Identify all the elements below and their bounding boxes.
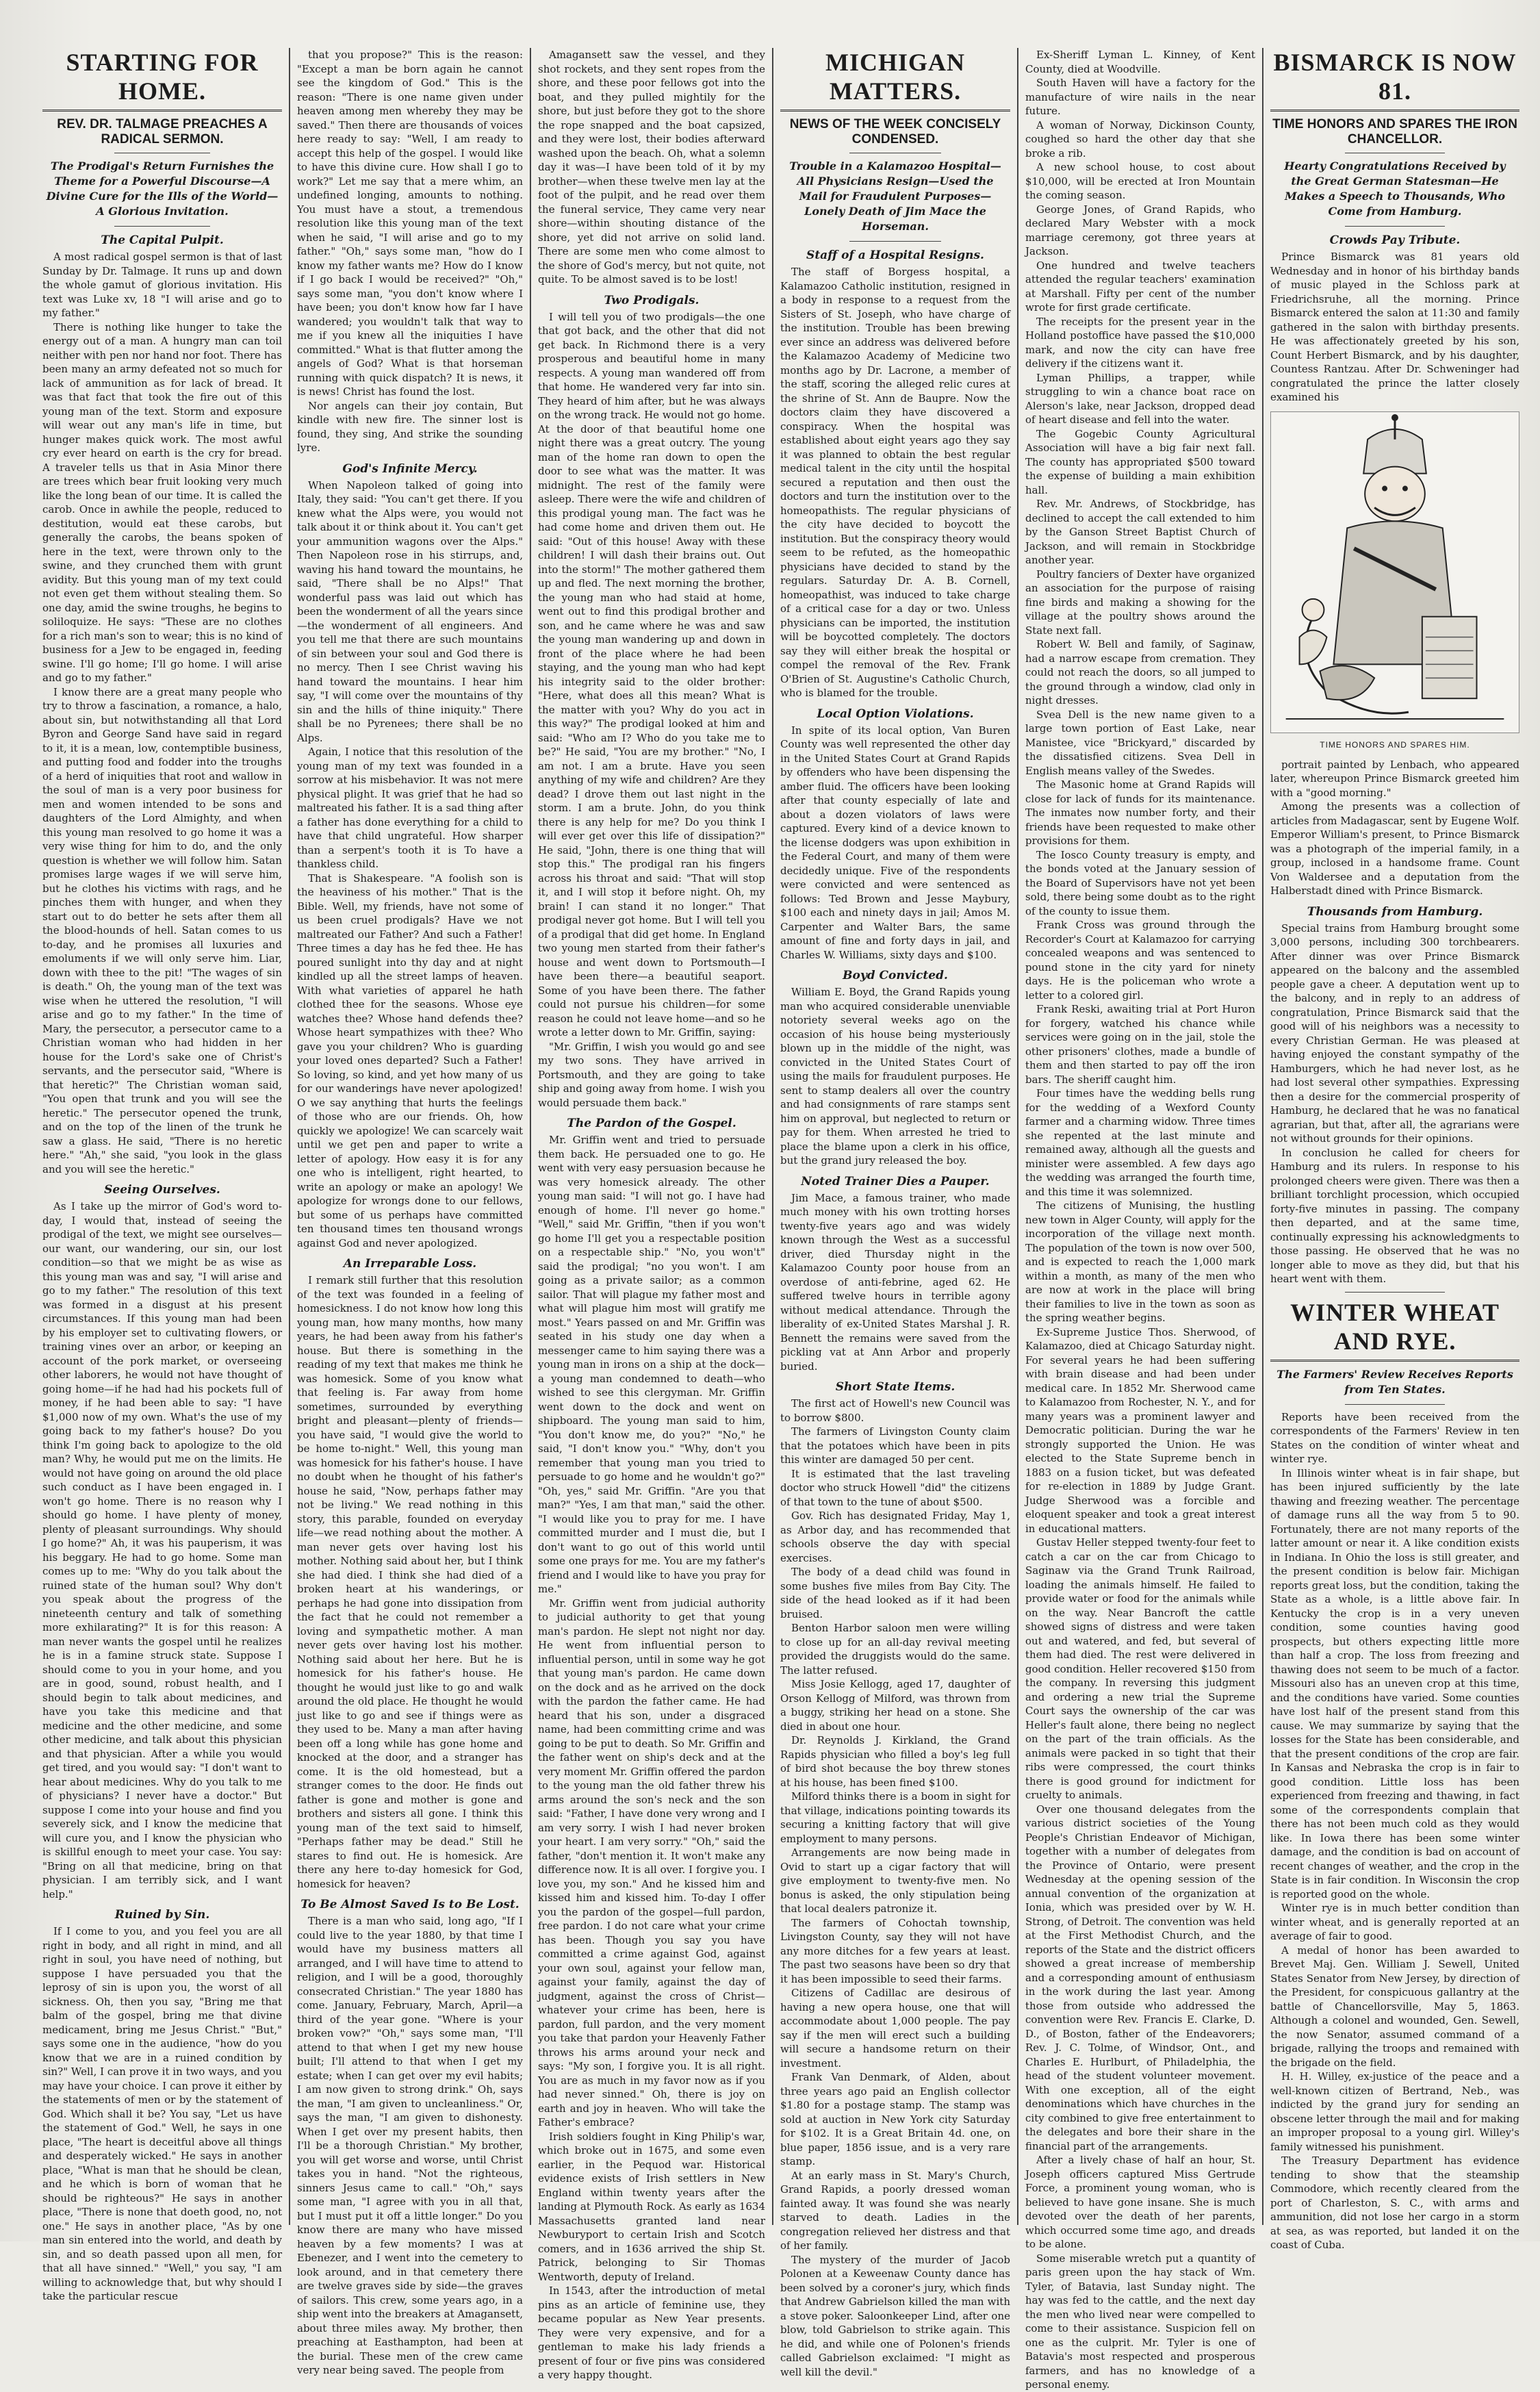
section-heading: God's Infinite Mercy. — [342, 461, 478, 476]
paragraph: Prince Bismarck was 81 years old Wednesday and in honor of his birthday bands of music played in the Schloss park at Friedrichsruhe, all the morning. Prince Bismarck entered the salon at 11:30 and family gathered in the salon with birthday presents. He was affectionately greeted by his son, Count Herbert Bismarck, and by his daughter, Countess Rantzau. After Dr. Schweninger had congratulated the prince the latter closely examined his — [1270, 251, 1519, 403]
paragraph: In conclusion he called for cheers for Hamburg and its rulers. In response to his prolonged cheers were given. There was then a brilliant torchlight procession, which occupied forty-five minutes in passing. The company then departed, and at the same time, continually expressing his acknowledgments to those passing. He observed that he was no longer able to move as they did, but that his heart went with them. — [1270, 1146, 1519, 1285]
section-heading: Crowds Pay Tribute. — [1329, 233, 1461, 247]
paragraph: Gov. Rich has designated Friday, May 1, as Arbor day, and has recommended that schools observe the day with special exercises. — [780, 1510, 1010, 1564]
paragraph: Nor angels can their joy contain, But kindle with new fire. The sinner lost is found, they sing, And strike the sounding lyre. — [297, 399, 523, 454]
paragraph: After a lively chase of half an hour, St. Joseph officers captured Miss Gertrude Force, a prominent young woman, who is believed to have gone insane. She is much devoted over the death of her parents, which occurred some time ago, and dreads to be alone. — [1025, 2154, 1255, 2250]
rule-divider — [114, 226, 210, 227]
section-heading: To Be Almost Saved Is to Be Lost. — [300, 1898, 519, 1911]
paragraph: Frank Reski, awaiting trial at Port Huron for forgery, watched his chance while services were going on in the jail, stole the other prisoners' clothes, made a bundle of them and then started to pay off the iron bars. The sheriff caught him. — [1025, 1003, 1255, 1086]
paragraph: As I take up the mirror of God's word to-day, I would that, instead of seeing the prodigal of the text, we might see ourselves—our want, our wandering, our sin, our lost condition—so that we might be as wise as this young man was and say, "I will arise and go to my father." The resolution of this text was formed in a disgust at his present circumstances. If this young man had been by his employer set to cultivating flowers, or training vines over an arbor, or keeping an account of the pork market, or overseeing other laborers, he would not have thought of going home—if he had had his pockets full of money, if he had been able to say: "I have $1,000 now of my own. What's the use of my going back to my father's house? Do you think I'm going back to apologize to the old man? Why, he would put me on the limits. He would not have going on around the old place such conduct as I have been engaged in. I won't go home. There is no reason why I should go home. I have plenty of money, plenty of pleasant surroundings. Why should I go home?" Ah, it was his pauperism, it was his beggary. He had to go home. Some man comes up to me: "Why do you talk about the ruined state of the human soul? Why don't you speak about the progress of the nineteenth century and talk of something more exhilarating?" It is for this reason: A man never wants the gospel until he realizes he is in a famine struck state. Suppose I should come to you in your home, and you are in good, sound, robust health, and I should begin to talk about medicines, and have you take this medicine and that medicine and the other medicine, and some other medicine, and talk about this physician and that physician. After a while you would get tired, and you would say: "I don't want to hear about medicines. Why do you talk to me of physicians? I never have a doctor." But suppose I come into your house and find you severely sick, and I know the medicine that will cure you, and I know the physician who is skillful enough to meet your case. You say: "Bring on all that medicine, bring on that physician. I am terribly sick, and I want help." — [42, 1200, 282, 1900]
paragraph: Again, I notice that this resolution of the young man of my text was founded in a sorrow at his misbehavior. It was not mere physical plight. It was grief that he had so maltreated his father. It is a sad thing after a father has done everything for a child to have that child ungrateful. How sharper than a serpent's tooth it is To have a thankless child. — [297, 746, 523, 870]
paragraph: Milford thinks there is a boom in sight for that village, indications pointing towards its securing a knitting factory that will give employment to many persons. — [780, 1790, 1010, 1845]
paragraph: Four times have the wedding bells rung for the wedding of a Wexford County farmer and a charming widow. Three times she repented at the last minute and remained away, although all the guests and minister were assembled. A few days ago the wedding was arranged the fourth time, and this time it was solemnized. — [1025, 1087, 1255, 1198]
paragraph: A most radical gospel sermon is that of last Sunday by Dr. Talmage. It runs up and down the whole gamut of glorious invitation. His text was Luke xv, 18 "I will arise and go to my father." — [42, 251, 282, 319]
paragraph: The farmers of Livingston County claim that the potatoes which have been in pits this winter are damaged 50 per cent. — [780, 1425, 1010, 1466]
rule-divider — [1345, 1404, 1445, 1405]
column-michigan-matters — [773, 48, 1018, 2378]
section-heading: The Capital Pulpit. — [101, 233, 224, 247]
paragraph: Dr. Reynolds J. Kirkland, the Grand Rapids physician who filled a boy's leg full of bird shot because the boy threw stones at his house, has been fined $100. — [780, 1734, 1010, 1789]
subdeck: Hearty Congratulations Received by the Great German Statesman—He Makes a Speech to Thousands, Who Come from Hamburg. — [1284, 160, 1506, 218]
paragraph: Frank Cross was ground through the Recorder's Court at Kalamazoo for carrying concealed weapons and was sentenced to pound stone in the city yard for ninety days. He is the policeman who wrote a letter to a colored girl. — [1025, 919, 1255, 1002]
paragraph: I know there are a great many people who try to throw a fascination, a romance, a halo, about sin, but notwithstanding all that Lord Byron and George Sand have said in regard to it, it is a mean, low, contemptible business, and putting food and fodder into the troughs of a herd of iniquities that root and wallow in the soul of man is a very poor business for men and women intended to be sons and daughters of the Lord Almighty, and when this young man resolved to go home it was a very wise thing for him to do, and the only question is whether we will follow him. Satan promises large wages if we will serve him, but he clothes his victims with rags, and he pinches them with hunger, and when they start out to do better he sets after them all the blood-hounds of hell. Satan comes to us to-day, and he promises all luxuries and emoluments if we will only serve him. Liar, down with thee to the pit! "The wages of sin is death." Oh, the young man of the text was wise when he uttered the resolution, "I will arise and go to my father." In the time of Mary, the persecutor, a persecutor came to a Christian woman who had hidden in her house for the Lord's sake one of Christ's servants, and the persecutor said, "Where is that heretic?" The Christian woman said, "You open that trunk and you will see the heretic." The persecutor opened the trunk, and on the top of the linen of the trunk he saw a glass. He said, "There is no heretic here." "Ah," she said, "you look in the glass and you will see the heretic." — [42, 685, 282, 1175]
paragraph: Miss Josie Kellogg, aged 17, daughter of Orson Kellogg of Milford, was thrown from a buggy, striking her head on a stone. She died in about one hour. — [780, 1678, 1010, 1733]
deck-heading: REV. DR. TALMAGE PREACHES A RADICAL SERMON. — [57, 117, 268, 147]
section-heading: Seeing Ourselves. — [104, 1183, 220, 1197]
section-heading: Local Option Violations. — [817, 707, 974, 721]
paragraph: Ex-Supreme Justice Thos. Sherwood, of Kalamazoo, died at Chicago Saturday night. For several years he had been suffering with brain disease and had been under medical care. In 1852 Mr. Sherwood came to Kalamazoo from Rochester, N. Y., and for many years was a prominent lawyer and Democratic politician. During the war he strongly supported the Union. He was elected to the State Supreme bench in 1883 on a fusion ticket, but was defeated for re-election in 1889 by Judge Grant. Judge Sherwood was a forcible and eloquent speaker and took a great interest in educational matters. — [1025, 1325, 1255, 1535]
headline: MICHIGAN MATTERS. — [780, 48, 1010, 112]
paragraph: South Haven will have a factory for the manufacture of wire nails in the near future. — [1025, 77, 1255, 117]
paragraph: The mystery of the murder of Jacob Polonen at a Keweenaw County dance has been solved by a coroner's jury, which finds that Andrew Gabrielson killed the man with a stove poker. Saloonkeeper Lind, after one blow, told Gabrielson to strike again. This he did, and while one of Polonen's friends called Gabrielson exclaimed: "I might as well kill the devil." — [780, 2253, 1010, 2378]
paragraph: A medal of honor has been awarded to Brevet Maj. Gen. William J. Sewell, United States Senator from New Jersey, by direction of the President, for conspicuous gallantry at the battle of Chancellorsville, May 5, 1863. Although a colonel and wounded, Gen. Sewell, the now Senator, assumed command of a brigade, rallying the troops and remained with the brigade on the field. — [1270, 1944, 1519, 2069]
paragraph: Mr. Griffin went from judicial authority to judicial authority to get that young man's pardon. He slept not night nor day. He went from influential person to influential person, until in some way he got that young man's pardon. He came down on the dock and as he arrived on the dock with the pardon the father came. He had heard that his son, under a disgraced name, had been committing crime and was going to be put to death. So Mr. Griffin and the father went on ship's deck and at the very moment Mr. Griffin offered the pardon to the young man the old father threw his arms around the son's neck and the son said: "Father, I have done very wrong and I am very sorry. I wish I had never broken your heart. I am very sorry." "Oh," said the father, "don't mention it. It won't make any difference now. It is all over. I forgive you. I love you, my son." And he kissed him and kissed him and kissed him. To-day I offer you the pardon of the gospel—full pardon, free pardon. I do not care what your crime has been. Though you say you have committed a crime against God, against your own soul, against your fellow man, against your family, against the day of judgment, against the cross of Christ—whatever your crime has been, here is pardon, full pardon, and the very moment you take that pardon your Heavenly Father throws his arms around your neck and says: "My son, I forgive you. It is all right. You are as much in my favor now as if you had never sinned." Oh, there is joy on earth and joy in heaven. Who will take the Father's embrace? — [538, 1596, 765, 2128]
paragraph: Mr. Griffin went and tried to persuade them back. He persuaded one to go. He went with very easy persuasion because he was very homesick already. The other young man said: "I will not go. I have had enough of home. I'll never go home." "Well," said Mr. Griffin, "then if you won't go home I'll get you a respectable position on a respectable ship." "No, you won't" said the prodigal; "no you won't. I am going as a private sailor; as a common sailor. That will plague my father most and what will plague him most will gratify me most." Years passed on and Mr. Griffin was seated in his study one day when a messenger came to him saying there was a young man in irons on a ship at the dock—a young man condemned to death—who wished to see this clergyman. Mr. Griffin went down to the dock and went on shipboard. The young man said to him, "You don't know me, do you?" "No," he said, "I don't know you." "Why, don't you remember that young man you tried to persuade to go home and he wouldn't go?" "Oh, yes," said Mr. Griffin. "Are you that man?" "Yes, I am that man," said the other. "I would like you to pray for me. I have committed murder and I must die, but I don't want to go out of this world until some one prays for me. You are my father's friend and I would like to have you pray for me." — [538, 1134, 765, 1595]
paragraph: The first act of Howell's new Council was to borrow $800. — [780, 1397, 1010, 1424]
rule-divider — [1345, 226, 1445, 227]
paragraph: There is a man who said, long ago, "If I could live to the year 1880, by that time I would have my business matters all arranged, and I will have time to attend to religion, and I will be a good, thoroughly consecrated Christian." The year 1880 has come. January, February, March, April—a third of the year gone. "Where is your broken vow?" "Oh," says some man, "I'll attend to that when I get my new house built; I'll attend to that when I get my estate; when I can get over my evil habits; I am now given to strong drink." Oh, says the man, "I am given to uncleanliness." Or, says the man, "I am given to dishonesty. When I get over my present habits, then I'll be a thorough Christian." My brother, you will get worse and worse, until Christ takes you in hand. "Not the righteous, sinners Jesus came to call." "Oh," says some man, "I agree with you in all that, but I must put it off a little longer." Do you know there are many who have missed heaven by a few moments? I was at Ebenezer, and I went into the cemetery to look around, and in that cemetery there are twelve graves side by side—the graves of sailors. This crew, some years ago, in a ship went into the breakers at Amagansett, about three miles away. My brother, then preaching at Easthampton, had been at the burial. These men of the crew came very near being saved. The people from — [297, 1915, 523, 2376]
paragraph: that you propose?" This is the reason: "Except a man be born again he cannot see the kingdom of God." This is the reason: "There is one name given under heaven among men whereby they may be saved." Then there are thousands of voices here ready to say: "Well, I am ready to accept this help of the gospel. I would like to have this divine cure. How shall I go to work?" Let me say that a mere whim, an undefined longing, amounts to nothing. You must have a stout, a tremendous resolution like this young man of the text when he said, "I will arise and go to my father." "Oh," says some man, "how do I know my father wants me? How do I know if I go back I would be received?" "Oh," says some man, "you don't know where I have been; you don't know how far I have wandered; you wouldn't talk that way to me if you knew all the iniquities I have committed." What is that flutter among the angels of God? What is that horseman running with quick dispatch? It is news, it is news! Christ has found the lost. — [297, 49, 523, 398]
paragraph: George Jones, of Grand Rapids, who declared Mary Webster with a mock marriage ceremony, got three years at Jackson. — [1025, 203, 1255, 257]
paragraph: Among the presents was a collection of articles from Madagascar, sent by Eugene Wolf. Emperor William's present, to Prince Bismarck was a photograph of the imperial family, in a group, inclosed in a handsome frame. Count Von Waldersee and a deputation from the Halberstadt dined with Prince Bismarck. — [1270, 800, 1519, 897]
deck-heading: TIME HONORS AND SPARES THE IRON CHANCELLOR. — [1272, 117, 1517, 147]
column-state-items — [1018, 48, 1263, 2391]
paragraph: Jim Mace, a famous trainer, who made much money with his own trotting horses twenty-five years ago and was widely known through the West as a successful driver, died Thursday night in the Kalamazoo County poor house from an overdose of anti-febrine, aged 62. He suffered twelve hours in terrible agony without medical attendance. Through the liberality of ex-United States Marshal J. R. Bennett the remains were saved from the pickling vat at Ann Arbor and properly buried. — [780, 1191, 1010, 1373]
section-heading: Two Prodigals. — [604, 293, 700, 307]
paragraph: At an early mass in St. Mary's Church, Grand Rapids, a poorly dressed woman fainted away. It was found she was nearly starved to death. Ladies in the congregation relieved her distress and that of her family. — [780, 2169, 1010, 2252]
paragraph: The Treasury Department has evidence tending to show that the steamship Commodore, which recently cleared from the port of Charleston, S. C., with arms and ammunition, did not lose her cargo in a storm at sea, as was reported, but landed it on the coast of Cuba. — [1270, 2154, 1519, 2251]
paragraph: Ex-Sheriff Lyman L. Kinney, of Kent County, died at Woodville. — [1025, 49, 1255, 75]
paragraph: In spite of its local option, Van Buren County was well represented the other day in the United States Court at Grand Rapids by offenders who have been dispensing the amber fluid. The officers have been looking after that county especially of late and about a dozen violators of laws were captured. Every kind of a device known to the license dodgers was upon exhibition in the Federal Court, and many of them were decidedly unique. Five of the respondents were convicted and were sentenced as follows: Ted Brown and Jesse Maybury, $100 each and ninety days in jail; Amos M. Carpenter and Walter Bars, the same amount of fine and forty days in jail, and Charles W. Williams, sixty days and $100. — [780, 724, 1010, 961]
paragraph: The Iosco County treasury is empty, and the bonds voted at the January session of the Board of Supervisors have not yet been sold, there being some doubt as to the right of the county to issue them. — [1025, 848, 1255, 917]
deck-heading: NEWS OF THE WEEK CONCISELY CONDENSED. — [789, 117, 1001, 147]
paragraph: Rev. Mr. Andrews, of Stockbridge, has declined to accept the call extended to him by the Ganson Street Baptist Church of Jackson, and will remain in Stockbridge another year. — [1025, 498, 1255, 566]
paragraph: A new school house, to cost about $10,000, will be erected at Iron Mountain the coming season. — [1025, 161, 1255, 201]
cartoon-caption: TIME HONORS AND SPARES HIM. — [1320, 739, 1470, 750]
subdeck-winter-wheat: The Farmers' Review Receives Reports from Ten States. — [1276, 1367, 1513, 1396]
paragraph: Robert W. Bell and family, of Saginaw, had a narrow escape from cremation. They could not reach the doors, so all jumped to the ground through a window, clad only in night dresses. — [1025, 638, 1255, 707]
section-heading: Noted Trainer Dies a Pauper. — [801, 1174, 990, 1188]
paragraph: Amagansett saw the vessel, and they shot rockets, and they sent ropes from the shore, and these poor fellows got into the boat, and they pulled mightily for the shore, but just before they got to the shore the rope snapped and the boat capsized, and they were lost, their bodies afterward washed upon the beach. Oh, what a solemn day it was—I have been told of it by my brother—when these twelve men lay at the foot of the pulpit, and he read over them the funeral service, They came very near shore—within shouting distance of the shore, yet did not arrive on solid land. There are some men who come almost to the shore of God's mercy, but not quite, not quite. To be almost saved is to be lost! — [538, 49, 765, 285]
paragraph: One hundred and twelve teachers attended the regular teachers' examination at Marshall. Fifty per cent of the number wrote for first grade certificate. — [1025, 259, 1255, 314]
paragraph: There is nothing like hunger to take the energy out of a man. A hungry man can toil neither with pen nor hand nor foot. There has been many an army defeated not so much for lack of ammunition as for lack of bread. It was that fact that took the fire out of this young man of the text. Storm and exposure will wear out any man's life in time, but hunger makes quick work. The most awful cry ever heard on earth is the cry for bread. A traveler tells us that in Asia Minor there are trees which bear fruit looking very much like the long bean of our time. It is called the carob. Once in awhile the people, reduced to destitution, would eat these carobs, but generally the carobs, the beans spoken of here in the text, were thrown only to the swine, and they crunched them with grunt avidity. But this young man of my text could not even get them without stealing them. So one day, amid the swine troughs, he begins to soliloquize. He says: "These are no clothes for a rich man's son to wear; this is no kind of business for a Jew to be engaged in, feeding swine. I'll go home; I'll go home. I will arise and go to my father." — [42, 320, 282, 684]
paragraph: Lyman Phillips, a trapper, while struggling to win a chance boat race on Alerson's lake, near Jackson, dropped dead of heart disease and fell into the water. — [1025, 371, 1255, 426]
paragraph: If I come to you, and you feel you are all right in body, and all right in mind, and all right in soul, you have need of nothing, but suppose I have persuaded you that the leprosy of sin is upon you, the worst of all sickness. Oh, then you say, "Bring me that balm of the gospel, bring me that divine medicament, bring me Jesus Christ." "But," says some one in the audience, "how do you know that we are in a ruined condition by sin?" Well, I can prove it in two ways, and you may have your choice. I can prove it either by the statements of men or by the statement of God. Which shall it be? You say, "Let us have the statement of God." Well, he says in one place, "The heart is deceitful above all things and desperately wicked." He says in another place, "What is man that he should be clean, and he which is born of woman that he should be righteous?" He says in another place, "There is none that doeth good, no, not one." He says in another place, "As by one man sin entered into the world, and death by sin, and so death passed upon all men, for that all have sinned." "Well," you say, "I am willing to acknowledge that, but why should I take the particular rescue — [42, 1925, 282, 2302]
column-row — [36, 48, 1526, 2391]
paragraph: Over one thousand delegates from the various district societies of the Young People's Christian Endeavor of Michigan, together with a number of delegates from the Province of Ontario, were present Wednesday at the opening session of the annual convention of the organization at Ionia, which was presided over by W. H. Strong, of Detroit. The convention was held at the First Methodist Church, and the reports of the State and the district officers showed a great increase of membership and a corresponding amount of enthusiasm in the work during the last year. Among those from outside who addressed the convention were Rev. Francis E. Clarke, D. D., of Boston, father of the Endeavorers; Rev. J. C. Tolme, of Windsor, Ont., and Charles E. Hurlburt, of Philadelphia, the head of the student volunteer movement. With one exception, all of the eight denominations which have churches in the city combined to give free entertainment to the delegates and bore their share in the financial part of the arrangements. — [1025, 1803, 1255, 2152]
paragraph: "Mr. Griffin, I wish you would go and see my two sons. They have arrived in Portsmouth, and they are going to take ship and going away from home. I wish you would persuade them back." — [538, 1040, 765, 1109]
paragraph: The Gogebic County Agricultural Association will have a big fair next fall. The county has appropriated $500 toward the expense of building a main exhibition hall. — [1025, 427, 1255, 496]
paragraph: The citizens of Munising, the hustling new town in Alger County, will apply for the incorporation of the village next month. The population of the town is now over 500, and is expected to reach the 1,000 mark within a month, as many of the men who are now at work in the place will bring their families to live in the town as soon as the spring weather begins. — [1025, 1199, 1255, 1324]
paragraph: When Napoleon talked of going into Italy, they said: "You can't get there. If you knew what the Alps were, you would not talk about it or think about it. You can't get your ammunition wagons over the Alps." Then Napoleon rose in his stirrups, and, waving his hand toward the mountains, he said, "There shall be no Alps!" That wonderful pass was laid out which has been the wonderment of all the years since—the wonderment of all engineers. And you tell me that there are such mountains of sin between your soul and God there is no mercy. Then I see Christ waving his hand toward the mountains. I hear him say, "I will come over the mountains of thy sin and the hills of thine iniquity." There shall be no Pyrenees; there shall be no Alps. — [297, 479, 523, 744]
paragraph: The farmers of Cohoctah township, Livingston County, say they will not have any more ditches for a few years at least. The past two seasons have been so dry that it has been impossible to seed their farms. — [780, 1916, 1010, 1985]
paragraph: H. H. Willey, ex-justice of the peace and a well-known citizen of Bertrand, Neb., was indicted by the grand jury for sending an obscene letter through the mail and for making an improper proposal to a young girl. Willey's family witnessed his punishment. — [1270, 2070, 1519, 2153]
paragraph: In 1543, after the introduction of metal pins as an article of feminine use, they became popular as New Year presents. They were very expensive, and for a gentleman to make his lady friends a present of four or five pins was considered a very happy thought. — [538, 2285, 765, 2381]
paragraph: Citizens of Cadillac are desirous of having a new opera house, one that will accommodate about 1,000 people. The pay say if the men will erect such a building will secure a handsome return on their investment. — [780, 1987, 1010, 2070]
paragraph: It is estimated that the last traveling doctor who struck Howell "did" the citizens of that town to the tune of about $500. — [780, 1467, 1010, 1508]
paragraph: A woman of Norway, Dickinson County, coughed so hard the other day that she broke a rib. — [1025, 118, 1255, 160]
paragraph: Poultry fanciers of Dexter have organized an association for the purpose of raising fine birds and making a showing for the village at the poultry shows around the State next fall. — [1025, 568, 1255, 637]
section-heading: The Pardon of the Gospel. — [567, 1117, 736, 1130]
rule-divider — [849, 241, 941, 242]
column-starting-for-home — [36, 48, 290, 2302]
subdeck: The Prodigal's Return Furnishes the Theme for a Powerful Discourse—A Divine Cure for the Ills of the World—A Glorious Invitation. — [46, 160, 279, 218]
section-heading: An Irreparable Loss. — [343, 1257, 477, 1271]
headline: STARTING FOR HOME. — [42, 48, 282, 112]
column-sermon-continued — [290, 48, 531, 2376]
headline-winter-wheat: WINTER WHEAT AND RYE. — [1270, 1298, 1519, 1362]
paragraph: Svea Dell is the new name given to a large town portion of East Lake, near Manistee, vice "Brickyard," discarded by the dissatisfied citizens. Svea Dell in English means valley of the Swedes. — [1025, 708, 1255, 777]
section-heading: Staff of a Hospital Resigns. — [806, 249, 984, 262]
subdeck: Trouble in a Kalamazoo Hospital—All Physicians Resign—Used the Mail for Fraudulent Purposes—Lonely Death of Jim Mace the Horseman. — [789, 160, 1001, 233]
paragraph: The body of a dead child was found in some bushes five miles from Bay City. The side of the head looked as if it had been bruised. — [780, 1566, 1010, 1620]
paragraph: The receipts for the present year in the Holland postoffice have passed the $10,000 mark, and now the city can have free delivery if the citizens want it. — [1025, 315, 1255, 370]
paragraph: That is Shakespeare. "A foolish son is the heaviness of his mother." That is the Bible. Well, my friends, have not some of us been cruel prodigals? Have we not maltreated our Father? And such a Father! Three times a day has he fed thee. He has poured sunlight into thy day and at night kindled up all the street lamps of heaven. With what varieties of apparel he hath clothed thee for the seasons. Whose eye watches thee? Whose hand defends thee? Whose heart sympathizes with thee? Who gave you your children? Who is guarding your loved ones departed? Such a Father! So loving, so kind, and yet how many of us for our wanderings have never apologized! O we say anything that hurts the feelings of those who are our friends. Oh, how quickly we apologize! We can scarcely wait until we get pen and paper to write a letter of apology. How easy it is for any one who is intelligent, right hearted, to write an apology or make an apology! We apologize for wrongs done to our fellows, but some of us perhaps have committed ten thousand times ten thousand wrongs against God and never apologized. — [297, 871, 523, 1249]
paragraph: I will tell you of two prodigals—the one that got back, and the other that did not get back. In Richmond there is a very prosperous and beautiful home in many respects. A young man wandered off from that home. He wandered very far into sin. They heard of him after, but he was always on the wrong track. He would not go home. At the door of that beautiful home one night there was a great outcry. The young man of the home ran down to open the door to see what was the matter. It was midnight. The rest of the family were asleep. There were the wife and children of this prodigal young man. The fact was he had come home and driven them out. He said: "Out of this house! Away with these children! I will dash their brains out. Out into the storm!" The mother gathered them up and fled. The next morning the brother, the young man who had staid at home, went out to find this prodigal brother and son, and he came where he was and saw the young man wandering up and down in front of the place where he had been staying, and the young man who had kept his integrity said to the older brother: "Here, what does all this mean? What is the matter with you? Why do you act in this way?" The prodigal looked at him and said: "Who am I? Who do you take me to be?" He said, "You are my brother." "No, I am not. I am a brute. Have you seen anything of my wife and children? Are they dead? I drove them out last night in the storm. I am a brute. John, do you think there is any help for me? Do you think I will ever get over this life of dissipation?" He said, "John, there is one thing that will stop this." The prodigal ran his fingers across his throat and said: "That will stop it, and I will stop it before night. Oh, my brain! I can stand it no longer." That prodigal never got home. But I will tell you of a prodigal that did get home. In England two young men started from their father's house and went down to Portsmouth—I have been there—a beautiful seaport. Some of you have been there. The father could not pursue his children—for some reason he could not leave home—and so he wrote a letter down to Mr. Griffin, saying: — [538, 310, 765, 1039]
paragraph: Benton Harbor saloon men were willing to close up for an all-day revival meeting provided the druggists would do the same. The latter refused. — [780, 1622, 1010, 1677]
paragraph: The staff of Borgess hospital, a Kalamazoo Catholic institution, resigned in a body in response to a request from the Sisters of St. Joseph, who have charge of the institution. Trouble has been brewing ever since an address was delivered before the Kalamazoo Academy of Medicine two months ago by Dr. Lacrone, a member of the staff, scoring the alleged relic cures at the shrine of St. Ann de Baupre. Now the doctors claim they have discovered a conspiracy. When the hospital was established about eight years ago they say it was planned to obtain the best regular medical talent in the city until the hospital secured a reputation and then oust the doctors and turn the institution over to the homeopathists. The regular physicians of the city have decided to boycott the institution. But the conspiracy theory would seem to be refuted, as the homeopathic physicians have decided to stand by the regulars. Saturday Dr. A. B. Cornell, homeopathist, was induced to take charge of a critical case for a day or two. Unless physicians can be imported, the institution will be boycotted completely. The doctors say they will either break the hospital or compel the removal of the Rev. Frank O'Brien of St. Augustine's Catholic Church, who is blamed for the trouble. — [780, 266, 1010, 699]
paragraph: Irish soldiers fought in King Philip's war, which broke out in 1675, and some even earlier, in the Pequod war. Historical evidence exists of Irish settlers in New England within twenty years after the landing at Plymouth Rock. As early as 1634 Massachusetts granted land near Newburyport to certain Irish and Scotch comers, and in 1636 arrived the ship St. Patrick, belonging to Sir Thomas Wentworth, deputy of Ireland. — [538, 2130, 765, 2283]
paragraph: Winter rye is in much better condition than winter wheat, and is generally reported at an average of fair to good. — [1270, 1902, 1519, 1942]
column-bismarck — [1263, 48, 1526, 2251]
section-heading: Boyd Convicted. — [843, 969, 948, 982]
paragraph: Some miserable wretch put a quantity of paris green upon the hay stack of Wm. Tyler, of Batavia, last Sunday night. The hay was fed to the cattle, and the next day the men who lived near were compelled to come to their assistance. Suspicion fell on one as the culprit. Mr. Tyler is one of Batavia's most respected and prosperous farmers, and has no knowledge of a personal enemy. — [1025, 2252, 1255, 2391]
paragraph: Frank Van Denmark, of Alden, about three years ago paid an English collector $1.80 for a postage stamp. The stamp was sold at auction in New York city Saturday for $102. It is a Great Britain 4d. one, on blue paper, 1856 issue, and is a very rare stamp. — [780, 2071, 1010, 2167]
paragraph: I remark still further that this resolution of the text was founded in a feeling of homesickness. I do not know how long this young man, how many months, how many years, he had been away from his father's house. But there is something in the reading of my text that makes me think he was homesick. Some of you know what that feeling is. Far away from home sometimes, surrounded by everything bright and pleasant—plenty of friends—you have said, "I would give the world to be home to-night." Well, this young man was homesick for his father's house. I have no doubt when he thought of his father's house he said, "Now, perhaps father may not be living." We read nothing in this story, this parable, founded on everyday life—we read nothing about the mother. A man never gets over having lost his mother. Nothing said about her, but I think she had died. I think she had died of a broken heart at his wanderings, or perhaps he had gone into dissipation from the fact that he could not remember a loving and sympathetic mother. A man never gets over having lost his mother. Nothing said about her here. But he is homesick for his father's house. He thought he would just like to go and walk around the old place. He thought he would just like to go and see if things were as they used to be. Many a man after having been off a long while has gone home and knocked at the door, and a stranger has come. It is the old homestead, but a stranger comes to the door. He finds out father is gone and mother is gone and brothers and sisters all gone. I think this young man of the text said to himself, "Perhaps father may be dead." Still he stares to find out. He is homesick. Are there any here to-day homesick for God, homesick for heaven? — [297, 1274, 523, 1890]
paragraph: Gustav Heller stepped twenty-four feet to catch a car on the car from Chicago to Saginaw via the Grand Trunk Railroad, loading the animals himself. He failed to provide water or food for the animals while on the way. Near Bancroft the cattle showed signs of distress and were taken out and watered, and fed, but several of them had died. The rest were delivered in good condition. Heller recovered $150 from the company. In reversing this judgment and ordering a new trial the Supreme Court says the ownership of the car was Heller's fault alone, there being no neglect on the part of the train officials. As the animals were packed in so tight that their ribs were compressed, the court thinks there is good ground for indictment for cruelty to animals. — [1025, 1536, 1255, 1801]
headline: BISMARCK IS NOW 81. — [1270, 48, 1519, 112]
paragraph: William E. Boyd, the Grand Rapids young man who acquired considerable unenviable notoriety several weeks ago on the occasion of his house being mysteriously blown up in the middle of the night, was convicted in the United States Court of using the mails for fraudulent purposes. He sent to stamp dealers all over the country and had consignments of rare stamps sent him on approval, but neglected to return or pay for them. When arrested he tried to place the blame upon a clerk in his office, but the grand jury released the boy. — [780, 986, 1010, 1167]
column-two-prodigals — [531, 48, 773, 2381]
paragraph: Arrangements are now being made in Ovid to start up a cigar factory that will give employment to twenty-five men. No bonus is asked, the only stipulation being that local dealers patronize it. — [780, 1846, 1010, 1915]
paragraph: Special trains from Hamburg brought some 3,000 persons, including 300 torchbearers. After dinner was over Prince Bismarck appeared on the balcony and the assembled people gave a cheer. A deputation went up to the balcony, and in reply to an address of congratulation, Prince Bismarck said that the good will of his neighbors was a necessity to every Christian German. He was pleased at having enjoyed the constant sympathy of the Hamburgers, which he had never lost, as he had lost several other sympathies. Expressing then a desire for the commercial prosperity of Hamburg, he declared that he was no fanatical agrarian, but that, after all, the agrarians were not without grounds for their opinions. — [1270, 921, 1519, 1145]
paragraph: The Masonic home at Grand Rapids will close for lack of funds for its maintenance. The inmates now number forty, and their friends have been requested to make other provisions for them. — [1025, 778, 1255, 847]
paragraph: Reports have been received from the correspondents of the Farmers' Review in ten States on the condition of winter wheat and winter rye. — [1270, 1410, 1519, 1465]
bismarck-cartoon-illustration — [1270, 411, 1519, 733]
section-heading: Thousands from Hamburg. — [1307, 904, 1483, 919]
rule-divider — [1345, 1292, 1445, 1293]
section-heading: Short State Items. — [835, 1380, 955, 1394]
paragraph: portrait painted by Lenbach, who appeared later, whereupon Prince Bismarck greeted him with a "good morning." — [1270, 758, 1519, 799]
section-heading: Ruined by Sin. — [114, 1908, 210, 1922]
paragraph: In Illinois winter wheat is in fair shape, but has been injured sufficiently by the late thawing and freezing weather. The percentage of damage runs all the way from 5 to 90. Fortunately, there are not many reports of the latter amount or near it. A like condition exists in Indiana. In Ohio the loss is still greater, and the present condition is below fair. Michigan reports great loss, but the condition, taking the State as a whole, is a little above fair. In Kentucky the crop is in a very uneven condition, some counties having good prospects, but others expecting little more than half a crop. The loss from freezing and thawing does not seem to be much of a factor. Missouri also has an uneven crop at this time, and the conditions have varied. Some counties have lost half of the present stand from this cause. We may summarize by saying that the losses for the State has been considerable, and that the present conditions of the crop are fair. In Kansas and Nebraska the crop is in fair to good condition. Little loss has been experienced from freezing and thawing, in fact some of the correspondents complain that there has not been much cold as they would like. In Iowa there has been some winter damage, and the condition is bad on account of recent changes of weather, and the crop in the State is in fair condition. In Wisconsin the crop is reported good on the whole. — [1270, 1466, 1519, 1900]
